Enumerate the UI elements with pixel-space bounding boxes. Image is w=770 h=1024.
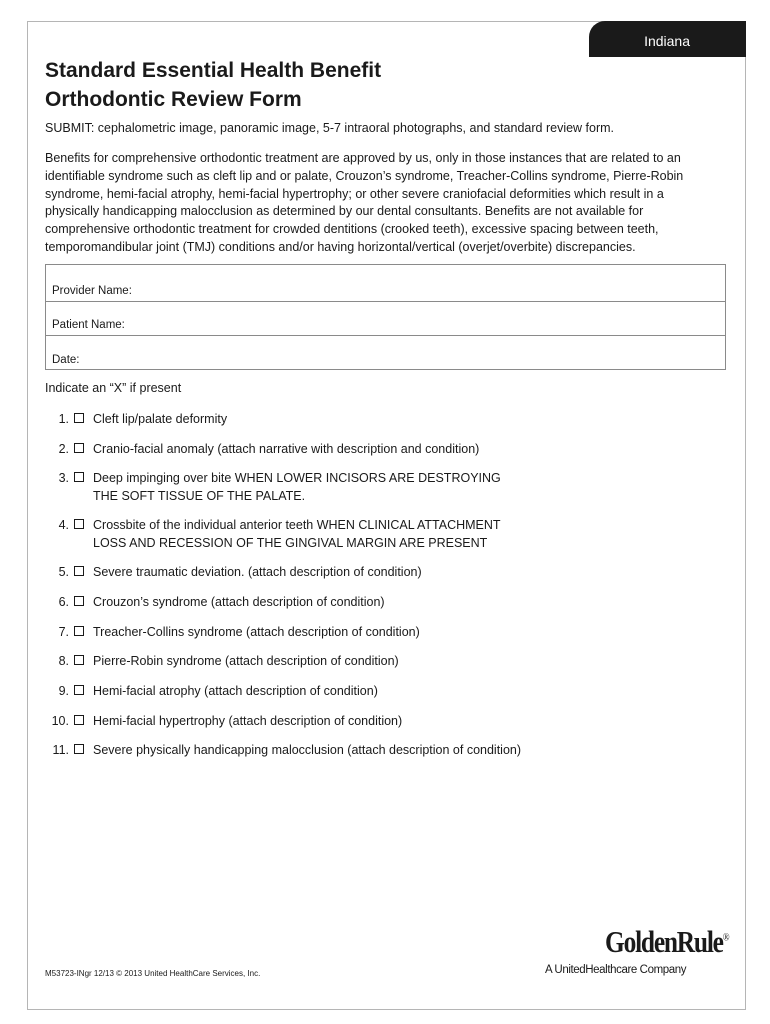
date-field[interactable] xyxy=(46,336,725,370)
indicate-instruction: Indicate an “X” if present xyxy=(45,381,182,395)
checklist-item-line1: Cleft lip/palate deformity xyxy=(93,412,228,426)
state-tab xyxy=(589,21,746,57)
checklist-item-number: 2. xyxy=(58,442,69,456)
checklist-item-line1: Pierre-Robin syndrome (attach description of condition) xyxy=(93,654,399,668)
checklist-item-number: 3. xyxy=(58,471,69,485)
checklist-item-number: 5. xyxy=(58,565,69,579)
benefits-paragraph: Benefits for comprehensive orthodontic treatment are approved by us, only in those instances that are related to an identifiable syndrome such as cleft lip and or palate, Crouzon’s syndrome, Treacher-Collins syndrome, Pierre-Robin syndrome, hemi-facial atrophy, hemi-facial hypertrophy; or other severe craniofacial deformities which result in a physically handicapping malocclusion as determined by our dental consultants. Benefits are not available for comprehensive orthodontic treatment for crowded dentitions (crooked teeth), excessive spacing between teeth, temporomandibular joint (TMJ) conditions and/or having horizontal/vertical (overjet/overbite) discrepancies. xyxy=(45,151,684,254)
checklist-item-text xyxy=(93,410,553,428)
checklist-item-text xyxy=(93,741,553,759)
checklist-item-text xyxy=(93,682,553,700)
checklist-item-text xyxy=(93,623,553,641)
checkbox[interactable] xyxy=(74,596,84,606)
checkbox[interactable] xyxy=(74,413,84,423)
checklist-item-number: 7. xyxy=(58,625,69,639)
checklist-item-line1: Treacher-Collins syndrome (attach description of condition) xyxy=(93,625,420,639)
checklist-item-number: 10. xyxy=(51,714,69,728)
checklist-item-number: 9. xyxy=(58,684,69,698)
checkbox[interactable] xyxy=(74,566,84,576)
provider-name-field[interactable] xyxy=(46,265,725,302)
checklist-item-line1: Hemi-facial atrophy (attach description of condition) xyxy=(93,684,378,698)
golden-rule-logo xyxy=(545,924,730,984)
checklist-item-line1: Cranio-facial anomaly (attach narrative with description and condition) xyxy=(93,442,480,456)
provider-name-label: Provider Name: xyxy=(52,285,132,297)
checkbox[interactable] xyxy=(74,685,84,695)
logo-tagline: A UnitedHealthcare Company xyxy=(545,964,687,976)
checklist-item-line2: LOSS AND RECESSION OF THE GINGIVAL MARGIN ARE PRESENT xyxy=(93,536,488,550)
checkbox[interactable] xyxy=(74,472,84,482)
date-label: Date: xyxy=(52,354,80,366)
checklist-item-text xyxy=(93,440,553,458)
checklist-item-text xyxy=(93,469,553,505)
logo-wordmark: GoldenRule® xyxy=(604,924,728,959)
checklist-item-number: 8. xyxy=(58,654,69,668)
checkbox[interactable] xyxy=(74,626,84,636)
patient-info-box xyxy=(45,264,726,370)
checklist-item-line1: Severe traumatic deviation. (attach description of condition) xyxy=(93,565,422,579)
checklist-item-line1: Hemi-facial hypertrophy (attach description of condition) xyxy=(93,714,403,728)
form-code-footer: M53723-INgr 12/13 © 2013 United HealthCare Services, Inc. xyxy=(45,969,261,978)
checkbox[interactable] xyxy=(74,655,84,665)
patient-name-label: Patient Name: xyxy=(52,319,125,331)
checkbox[interactable] xyxy=(74,744,84,754)
checklist-item-text xyxy=(93,563,553,581)
checklist-item-line1: Crouzon’s syndrome (attach description of condition) xyxy=(93,595,385,609)
checklist-item-line1: Deep impinging over bite WHEN LOWER INCISORS ARE DESTROYING xyxy=(93,471,501,485)
form-title xyxy=(45,56,545,114)
checklist-item-text xyxy=(93,516,553,552)
form-title-line2: Orthodontic Review Form xyxy=(45,88,302,111)
form-title-line1: Standard Essential Health Benefit xyxy=(45,59,382,82)
checklist-item-number: 1. xyxy=(58,412,69,426)
state-label: Indiana xyxy=(644,33,690,49)
checklist-item-number: 11. xyxy=(52,743,69,757)
submit-instructions: SUBMIT: cephalometric image, panoramic image, 5-7 intraoral photographs, and standard review form. xyxy=(45,121,615,135)
checklist-item-text xyxy=(93,712,553,730)
checklist-item-text xyxy=(93,652,553,670)
checklist-item-line1: Severe physically handicapping malocclusion (attach description of condition) xyxy=(93,743,522,757)
checklist-item-text xyxy=(93,593,553,611)
checklist-item-number: 4. xyxy=(58,518,69,532)
checklist-item-line2: THE SOFT TISSUE OF THE PALATE. xyxy=(93,489,306,503)
checkbox[interactable] xyxy=(74,519,84,529)
checklist-item-line1: Crossbite of the individual anterior teeth WHEN CLINICAL ATTACHMENT xyxy=(93,518,501,532)
checkbox[interactable] xyxy=(74,715,84,725)
checkbox[interactable] xyxy=(74,443,84,453)
checklist-item-number: 6. xyxy=(58,595,69,609)
patient-name-field[interactable] xyxy=(46,302,725,336)
